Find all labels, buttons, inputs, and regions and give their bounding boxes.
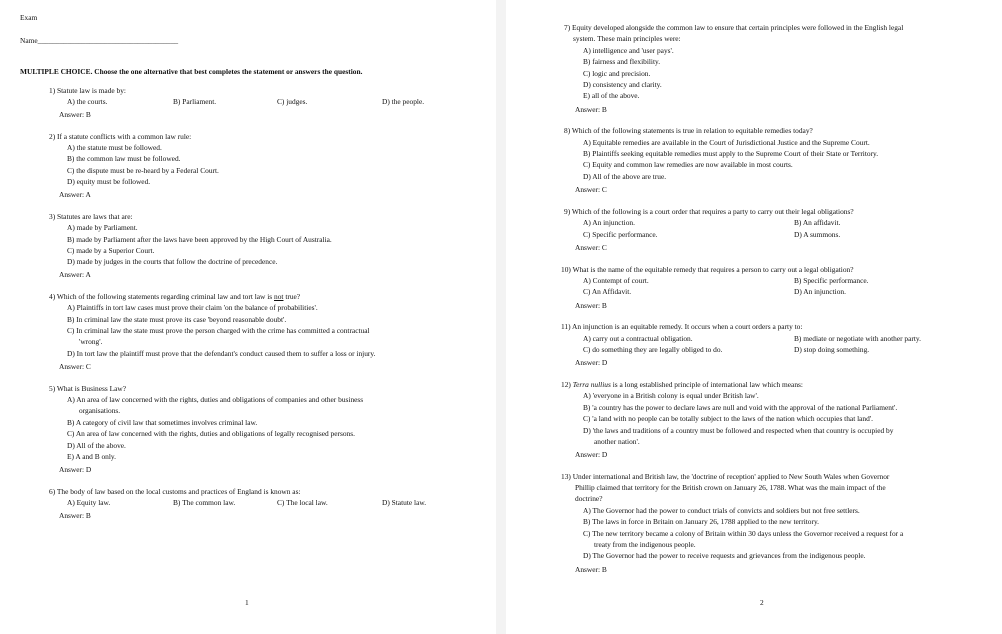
exam-page-2 — [506, 0, 1002, 634]
option-c: C) An Affidavit. — [583, 287, 632, 296]
option-b: B) The laws in force in Britain on January 26, 1788 applied to the new territory. — [583, 517, 820, 526]
answer: Answer: B — [59, 511, 91, 520]
option-c: C) 'a land with no people can be totally subject to the laws of the nation which occupies that land'. — [583, 414, 873, 423]
question-stem: 10) What is the name of the equitable remedy that requires a person to carry out a legal obligation? — [561, 265, 854, 274]
option-d: D) A summons. — [794, 230, 841, 239]
question-stem — [561, 380, 803, 389]
option-d: D) stop doing something. — [794, 345, 870, 354]
option-a: A) Plaintiffs in tort law cases must prove their claim 'on the balance of probabilities'. — [67, 303, 318, 312]
option-a: A) An area of law concerned with the rights, duties and obligations of companies and other business — [67, 395, 364, 404]
option-d: D) 'the laws and traditions of a country must be followed and respected when that country is occupied by — [583, 426, 894, 435]
option-a: A) 'everyone in a British colony is equal under British law'. — [583, 391, 759, 400]
option-c-cont: 'wrong'. — [79, 337, 103, 346]
answer: Answer: D — [575, 450, 608, 459]
answer: Answer: B — [575, 301, 607, 310]
answer: Answer: B — [575, 565, 607, 574]
question-stem: 2) If a statute conflicts with a common law rule: — [49, 132, 192, 141]
question-stem: 8) Which of the following statements is true in relation to equitable remedies today? — [564, 126, 813, 135]
option-e: E) A and B only. — [67, 452, 116, 461]
option-b: B) Specific performance. — [794, 276, 869, 285]
option-d: D) consistency and clarity. — [583, 80, 662, 89]
option-b: B) 'a country has the power to declare laws are null and void with the approval of the national Parliament'. — [583, 403, 898, 412]
question-stem: 3) Statutes are laws that are: — [49, 212, 133, 221]
option-d: D) An injunction. — [794, 287, 846, 296]
page-number: 1 — [245, 598, 249, 607]
question-stem: 9) Which of the following is a court order that requires a party to carry out their legal obligations? — [564, 207, 854, 216]
answer: Answer: B — [575, 105, 607, 114]
question-stem-cont: doctrine? — [575, 494, 603, 503]
option-c: C) made by a Superior Court. — [67, 246, 155, 255]
option-d-cont: another nation'. — [594, 437, 640, 446]
answer: Answer: C — [575, 243, 607, 252]
option-a: A) Equity law. — [67, 498, 111, 507]
option-b: B) An affidavit. — [794, 218, 841, 227]
answer: Answer: D — [575, 358, 608, 367]
stem-number: 12) — [561, 380, 573, 389]
option-a: A) the courts. — [67, 97, 108, 106]
name-label: Name — [20, 36, 38, 45]
question-stem: 7) Equity developed alongside the common law to ensure that certain principles were followed in the English legal — [564, 23, 904, 32]
option-b: B) Parliament. — [173, 97, 217, 106]
option-b: B) the common law must be followed. — [67, 154, 181, 163]
stem-text-end: true? — [283, 292, 301, 301]
option-c: C) An area of law concerned with the rights, duties and obligations of legally recognised persons. — [67, 429, 355, 438]
option-d: D) made by judges in the courts that follow the doctrine of precedence. — [67, 257, 278, 266]
stem-text: 4) Which of the following statements regarding criminal law and tort law is — [49, 292, 275, 301]
answer: Answer: C — [575, 185, 607, 194]
answer: Answer: D — [59, 465, 92, 474]
option-b: B) The common law. — [173, 498, 236, 507]
option-a: A) carry out a contractual obligation. — [583, 334, 693, 343]
stem-text: is a long established principle of international law which means: — [610, 380, 803, 389]
option-d: D) The Governor had the power to receive requests and grievances from the indigenous people. — [583, 551, 866, 560]
option-d: D) the people. — [382, 97, 425, 106]
answer: Answer: B — [59, 110, 91, 119]
option-d: D) Statute law. — [382, 498, 427, 507]
stem-emphasis: not — [274, 292, 284, 301]
exam-label: Exam — [20, 13, 38, 22]
answer: Answer: A — [59, 270, 91, 279]
question-stem: 5) What is Business Law? — [49, 384, 127, 393]
question-stem: 11) An injunction is an equitable remedy. It occurs when a court orders a party to: — [561, 322, 803, 331]
question-stem-cont: system. These main principles were: — [573, 34, 681, 43]
option-c: C) do something they are legally obliged to do. — [583, 345, 723, 354]
option-e: E) all of the above. — [583, 91, 640, 100]
option-b: B) In criminal law the state must prove its case 'beyond reasonable doubt'. — [67, 315, 287, 324]
option-a-cont: organisations. — [79, 406, 121, 415]
option-c: C) In criminal law the state must prove the person charged with the crime has committed a contractual — [67, 326, 370, 335]
option-c: C) The new territory became a colony of Britain within 30 days unless the Governor received a request for a — [583, 529, 904, 538]
option-a: A) An injunction. — [583, 218, 635, 227]
option-d: D) All of the above. — [67, 441, 126, 450]
section-instructions: MULTIPLE CHOICE. Choose the one alternative that best completes the statement or answers the question. — [20, 67, 363, 76]
stem-term: Terra nullius — [572, 380, 611, 389]
exam-page-1 — [0, 0, 496, 634]
option-a: A) Equitable remedies are available in the Court of Jurisdictional Justice and the Supreme Court. — [583, 138, 870, 147]
option-c: C) The local law. — [277, 498, 328, 507]
page-number: 2 — [760, 598, 764, 607]
option-a: A) The Governor had the power to conduct trials of convicts and soldiers but not free settlers. — [583, 506, 860, 515]
option-b: B) made by Parliament after the laws have been approved by the High Court of Australia. — [67, 235, 332, 244]
option-c: C) judges. — [277, 97, 308, 106]
answer: Answer: C — [59, 362, 91, 371]
option-b: B) fairness and flexibility. — [583, 57, 661, 66]
question-stem: 1) Statute law is made by: — [49, 86, 126, 95]
option-a: A) intelligence and 'user pays'. — [583, 46, 674, 55]
name-field — [20, 36, 178, 45]
option-a: A) the statute must be followed. — [67, 143, 162, 152]
option-c: C) the dispute must be re-heard by a Federal Court. — [67, 166, 219, 175]
name-blank: ______________________________________ — [37, 36, 179, 45]
option-c: C) Specific performance. — [583, 230, 658, 239]
option-c: C) logic and precision. — [583, 69, 651, 78]
answer: Answer: A — [59, 190, 91, 199]
option-b: B) Plaintiffs seeking equitable remedies must apply to the Supreme Court of their State or Territory. — [583, 149, 879, 158]
question-stem: 13) Under international and British law, the 'doctrine of reception' applied to New South Wales when Governor — [561, 472, 890, 481]
option-a: A) made by Parliament. — [67, 223, 138, 232]
option-c-cont: treaty from the indigenous people. — [594, 540, 696, 549]
question-stem-cont: Phillip claimed that territory for the British crown on January 26, 1788. What was the main impact of the — [575, 483, 886, 492]
option-d: D) equity must be followed. — [67, 177, 151, 186]
option-c: C) Equity and common law remedies are now available in most courts. — [583, 160, 793, 169]
question-stem — [49, 292, 300, 301]
option-d: D) In tort law the plaintiff must prove that the defendant's conduct caused them to suffer a loss or injury. — [67, 349, 376, 358]
option-b: B) mediate or negotiate with another party. — [794, 334, 921, 343]
option-b: B) A category of civil law that sometimes involves criminal law. — [67, 418, 258, 427]
option-a: A) Contempt of court. — [583, 276, 649, 285]
option-d: D) All of the above are true. — [583, 172, 667, 181]
question-stem: 6) The body of law based on the local customs and practices of England is known as: — [49, 487, 301, 496]
